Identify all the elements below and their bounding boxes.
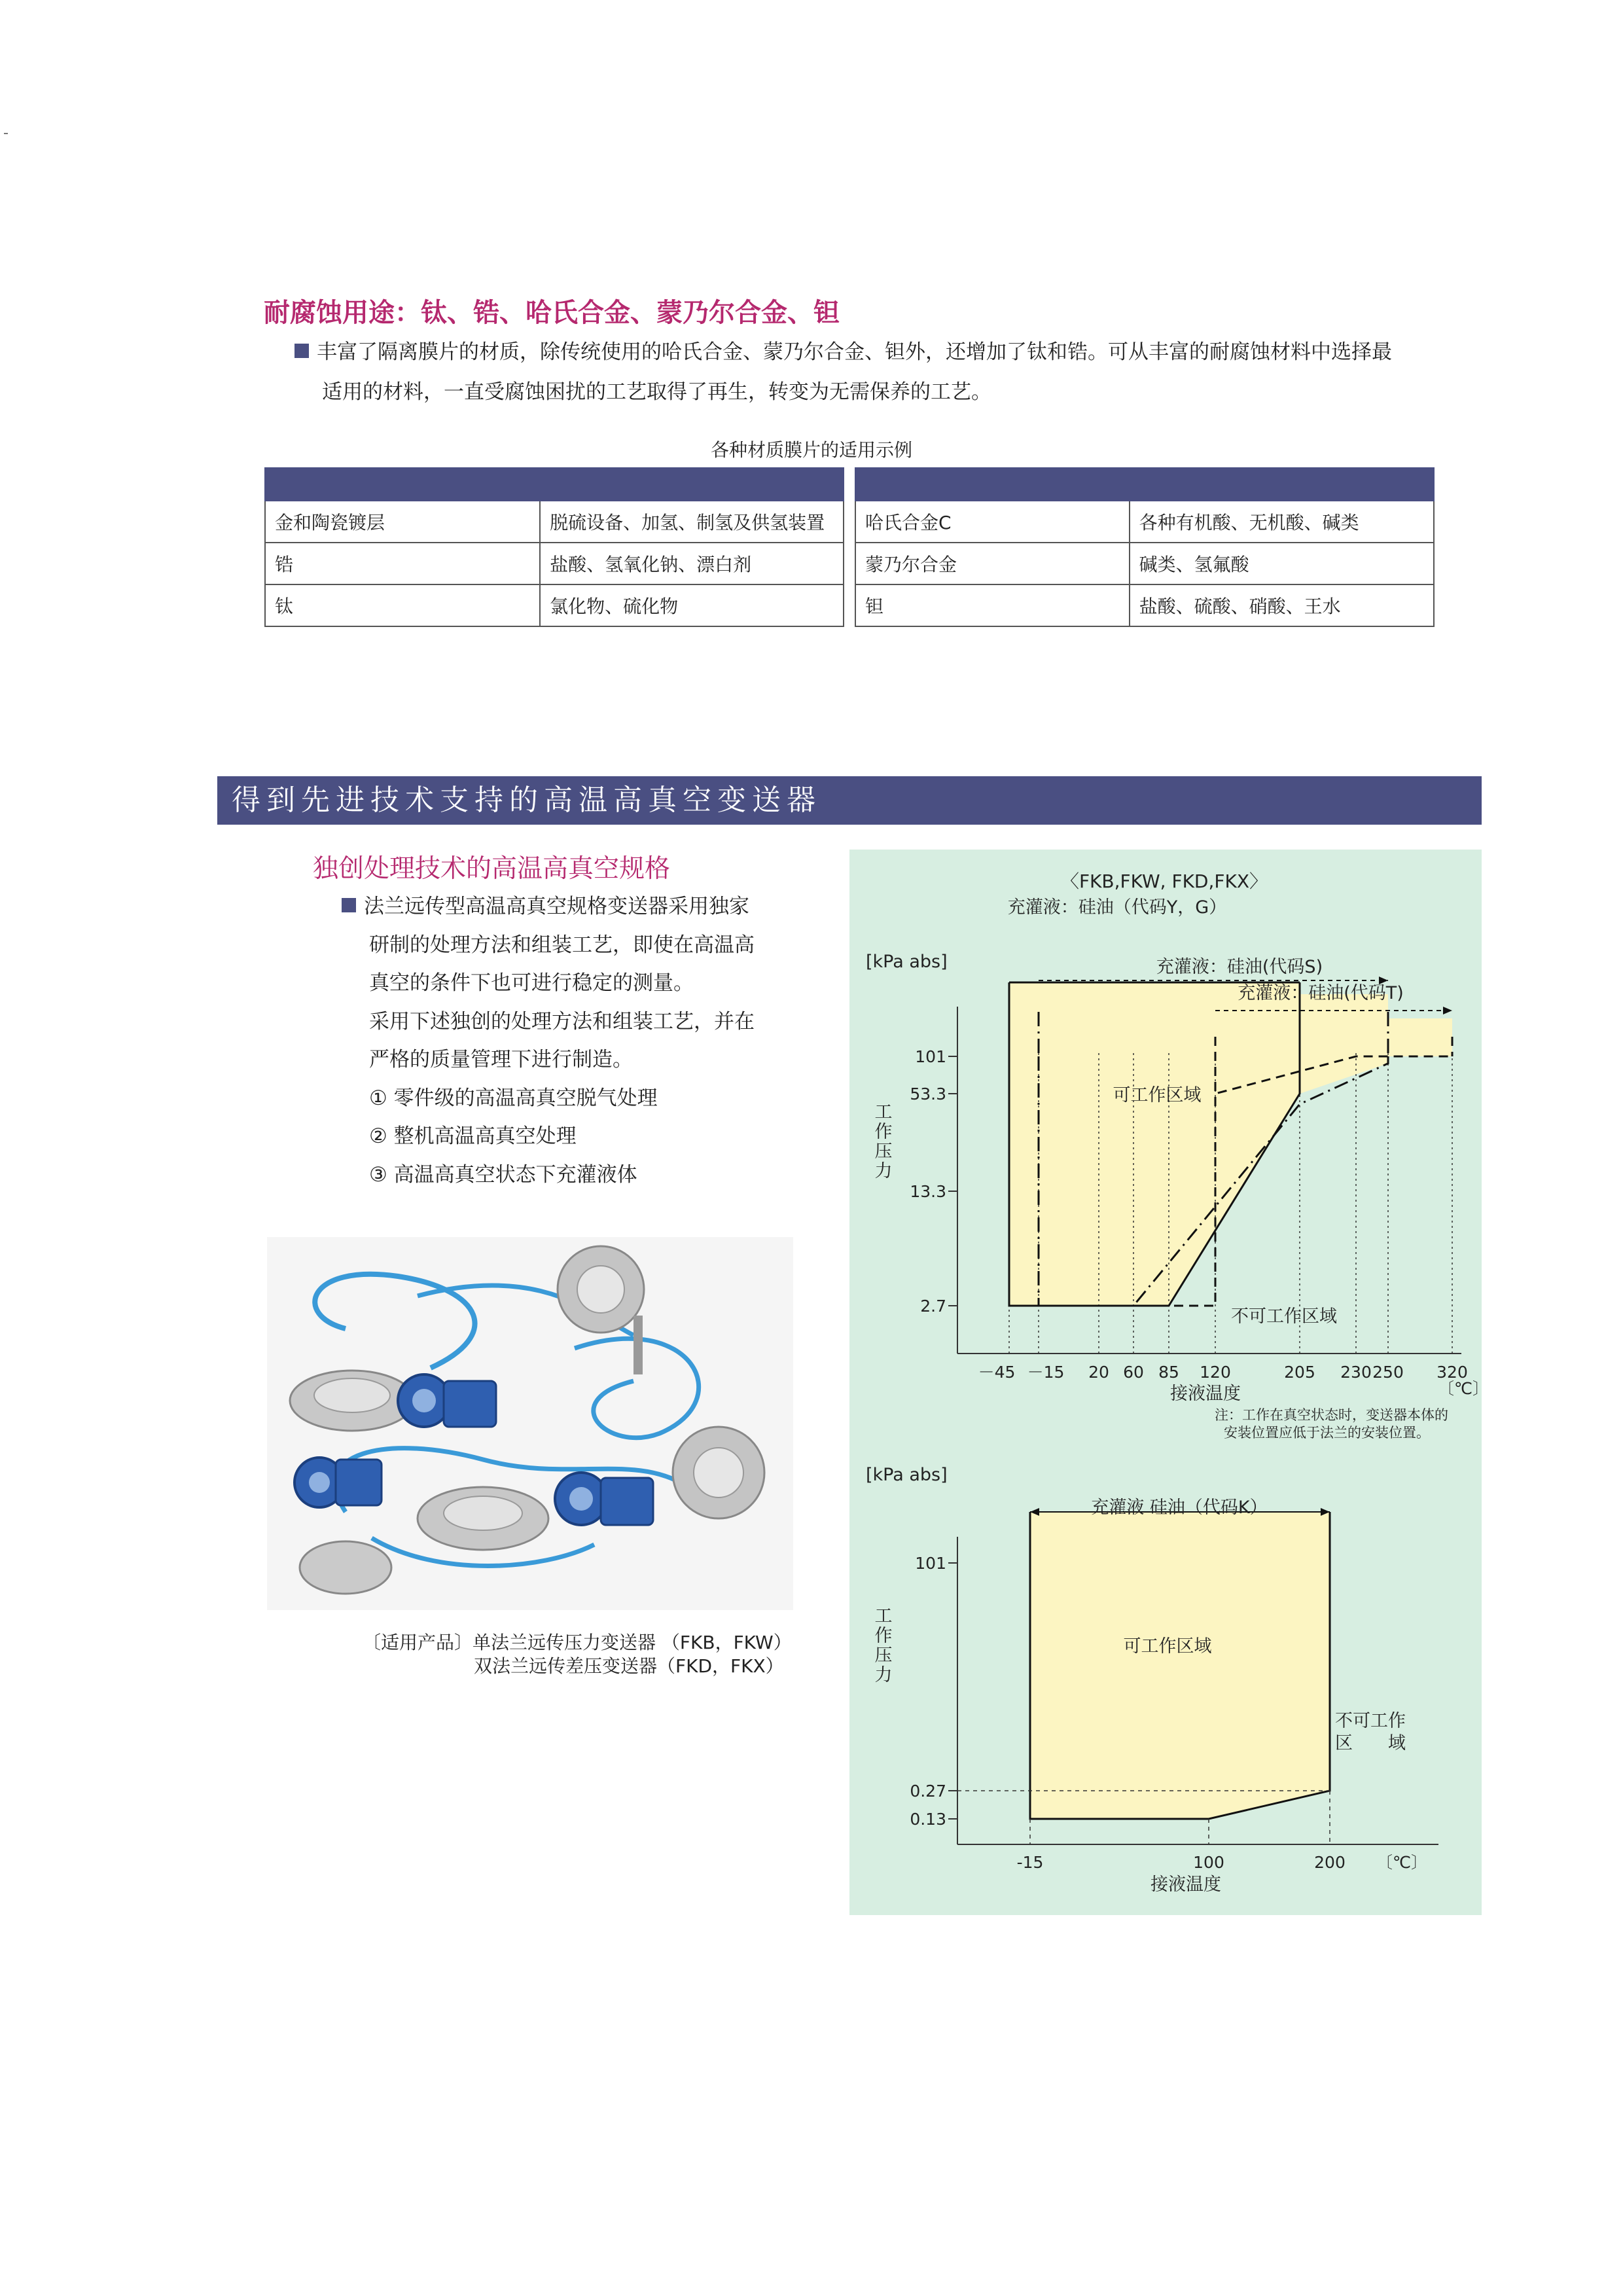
y-axis-vertical-label: 力	[874, 1665, 893, 1685]
table-row	[855, 501, 1434, 543]
table-row	[265, 543, 844, 584]
page-marker	[4, 133, 8, 134]
y-tick-label: 2.7	[920, 1297, 946, 1316]
material-cell: 金和陶瓷镀层	[265, 501, 540, 543]
transmitter	[555, 1473, 653, 1525]
x-tick-label: 85	[1158, 1363, 1179, 1382]
table-row	[855, 584, 1434, 626]
material-cell: 钛	[265, 584, 540, 626]
table-row	[265, 501, 844, 543]
applicable-products-caption-2: 双法兰远传差压变送器（FKD，FKX）	[474, 1655, 784, 1677]
applicable-products-caption-1: 〔适用产品〕单法兰远传压力变送器 （FKB，FKW）	[363, 1632, 792, 1653]
material-table-right	[855, 467, 1435, 627]
x-tick-label: 20	[1088, 1363, 1109, 1382]
product-photo	[267, 1237, 793, 1610]
y-tick-label: 101	[915, 1047, 946, 1066]
table-caption: 各种材质膜片的适用示例	[710, 439, 912, 461]
x-axis-label: 接液温度	[1150, 1874, 1221, 1895]
use-cell: 各种有机酸、无机酸、碱类	[1130, 501, 1434, 543]
y-tick-label: 13.3	[910, 1182, 946, 1201]
section-title-corrosion: 耐腐蚀用途：钛、锆、哈氏合金、蒙乃尔合金、钽	[264, 298, 840, 328]
flange	[300, 1541, 391, 1594]
x-tick-label: 250	[1372, 1363, 1404, 1382]
x-tick-label: 60	[1123, 1363, 1144, 1382]
y-axis-label: [kPa abs]	[866, 1465, 948, 1485]
chart-title: 〈FKB,FKW, FKD,FKX〉	[1060, 870, 1268, 892]
x-tick-label: 120	[1200, 1363, 1231, 1382]
feature-line-5: 严格的质量管理下进行制造。	[369, 1048, 633, 1071]
table-header-row	[265, 468, 844, 501]
x-unit-label: 〔℃〕	[1376, 1853, 1428, 1872]
series-label: 充灌液：硅油（代码Y，G）	[1007, 897, 1227, 918]
y-tick-label: 101	[915, 1554, 946, 1573]
x-axis-label: 接液温度	[1170, 1384, 1241, 1404]
x-unit-label: 〔℃〕	[1437, 1379, 1489, 1398]
series-label: 充灌液 硅油（代码K）	[1091, 1498, 1268, 1518]
use-cell: 氯化物、硫化物	[540, 584, 844, 626]
y-axis-vertical-label: 工	[874, 1102, 893, 1122]
table-row	[265, 584, 844, 626]
x-tick-label: －15	[1027, 1363, 1065, 1382]
series-label: 充灌液：硅油(代码S)	[1156, 957, 1323, 977]
material-cell: 锆	[265, 543, 540, 584]
region-label-inoperable: 区 域	[1335, 1733, 1406, 1753]
section-banner: 得到先进技术支持的高温高真空变送器	[217, 776, 1482, 825]
feature-step-3: ③ 高温高真空状态下充灌液体	[369, 1162, 637, 1187]
y-axis-vertical-label: 作	[874, 1626, 893, 1646]
feature-step-1: ① 零件级的高温高真空脱气处理	[369, 1086, 658, 1110]
use-cell: 盐酸、硫酸、硝酸、王水	[1130, 584, 1434, 626]
y-axis-label: [kPa abs]	[866, 952, 948, 972]
paragraph-line-2: 适用的材料，一直受腐蚀困扰的工艺取得了再生，转变为无需保养的工艺。	[322, 380, 991, 404]
y-tick-label: 53.3	[910, 1085, 946, 1103]
feature-line-2: 研制的处理方法和组装工艺，即使在高温高	[369, 933, 755, 957]
feature-text	[342, 888, 839, 1194]
transmitter	[294, 1458, 382, 1507]
x-tick-label: -15	[1016, 1853, 1044, 1872]
x-tick-label: －45	[978, 1363, 1016, 1382]
feature-line-4: 采用下述独创的处理方法和组装工艺，并在	[369, 1009, 755, 1033]
region-label-operable: 可工作区域	[1123, 1636, 1212, 1657]
table-header-row	[855, 468, 1434, 501]
x-tick-label: 230	[1340, 1363, 1372, 1382]
series-label: 充灌液：硅油(代码T)	[1238, 983, 1404, 1003]
transmitter	[398, 1374, 496, 1427]
region-label-operable: 可工作区域	[1113, 1085, 1202, 1105]
bullet-square-icon	[294, 344, 309, 358]
chart-note: 注：工作在真空状态时，变送器本体的	[1215, 1407, 1448, 1423]
feature-line-1: 法兰远传型高温高真空规格变送器采用独家	[364, 895, 749, 918]
operable-region	[1030, 1512, 1330, 1819]
x-tick-label: 320	[1436, 1363, 1468, 1382]
chart-note: 安装位置应低于法兰的安装位置。	[1224, 1425, 1430, 1441]
paragraph-line-1: 丰富了隔离膜片的材质，除传统使用的哈氏合金、蒙乃尔合金、钽外，还增加了钛和锆。可从丰富的耐腐蚀材料中选择最	[317, 340, 1392, 364]
y-tick-label: 0.27	[910, 1782, 946, 1801]
x-tick-label: 100	[1193, 1853, 1224, 1872]
y-axis-vertical-label: 力	[874, 1161, 893, 1181]
use-cell: 盐酸、氢氧化钠、漂白剂	[540, 543, 844, 584]
material-table-left	[264, 467, 844, 627]
y-axis-vertical-label: 作	[874, 1122, 893, 1142]
section-paragraph	[294, 332, 1505, 412]
pressure-temperature-charts	[849, 850, 1489, 1915]
y-axis-vertical-label: 压	[874, 1141, 893, 1162]
x-tick-label: 200	[1314, 1853, 1346, 1872]
paragraph-line	[294, 332, 1505, 372]
y-axis-vertical-label: 工	[874, 1606, 893, 1626]
operable-region	[1300, 994, 1388, 1094]
section-subtitle: 独创处理技术的高温高真空规格	[313, 854, 671, 884]
use-cell: 碱类、氢氟酸	[1130, 543, 1434, 584]
feature-step-2: ② 整机高温高真空处理	[369, 1124, 577, 1148]
region-label-inoperable: 不可工作	[1335, 1711, 1406, 1731]
region-label-inoperable: 不可工作区域	[1231, 1306, 1337, 1327]
material-cell: 钽	[855, 584, 1130, 626]
material-cell: 蒙乃尔合金	[855, 543, 1130, 584]
x-tick-label: 205	[1284, 1363, 1315, 1382]
use-cell: 脱硫设备、加氢、制氢及供氢装置	[540, 501, 844, 543]
y-tick-label: 0.13	[910, 1810, 946, 1829]
table-row	[855, 543, 1434, 584]
bullet-square-icon	[342, 898, 356, 912]
chart-panel	[849, 850, 1489, 1915]
range-arrow-head	[1443, 1007, 1452, 1014]
y-axis-vertical-label: 压	[874, 1645, 893, 1666]
material-cell: 哈氏合金C	[855, 501, 1130, 543]
feature-line-3: 真空的条件下也可进行稳定的测量。	[369, 971, 694, 995]
